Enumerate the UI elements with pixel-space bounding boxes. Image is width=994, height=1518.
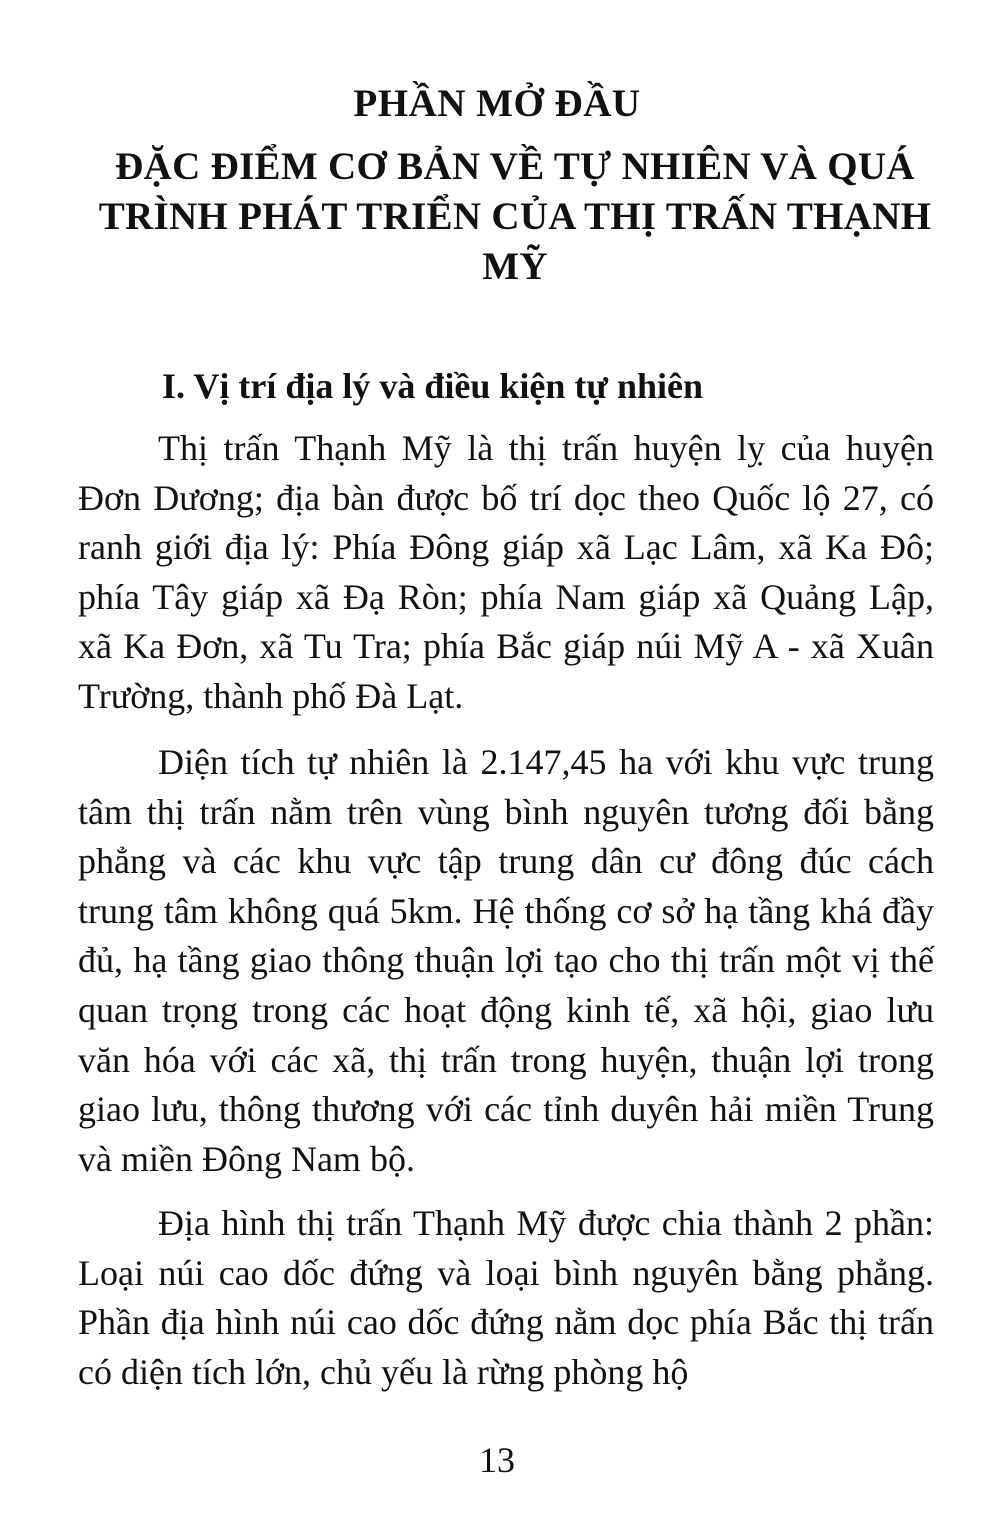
paragraph-area: Diện tích tự nhiên là 2.147,45 ha với khu vực trung tâm thị trấn nằm trên vùng bình nguyên tương đối bằng phẳng và các khu vực tập trung dân cư đông đúc cách trung tâm không quá 5km. Hệ thống cơ sở hạ tầng khá đầy đủ, hạ tầng giao thông thuận lợi tạo cho thị trấn một vị thế quan trọng trong các hoạt động kinh tế, xã hội, giao lưu văn hóa với các xã, thị trấn trong huyện, thuận lợi trong giao lưu, thông thương với các tỉnh duyên hải miền Trung và miền Đông Nam bộ. xyxy=(78,742,934,1179)
paragraph-location: Thị trấn Thạnh Mỹ là thị trấn huyện lỵ của huyện Đơn Dương; địa bàn được bố trí dọc theo Quốc lộ 27, có ranh giới địa lý: Phía Đông giáp xã Lạc Lâm, xã Ka Đô; phía Tây giáp xã Đạ Ròn; phía Nam giáp xã Quảng Lập, xã Ka Đơn, xã Tu Tra; phía Bắc giáp núi Mỹ A - xã Xuân Trường, thành phố Đà Lạt. xyxy=(78,428,934,716)
chapter-title: ĐẶC ĐIỂM CƠ BẢN VỀ TỰ NHIÊN VÀ QUÁ TRÌNH PHÁT TRIỂN CỦA THỊ TRẤN THẠNH MỸ xyxy=(98,145,932,288)
page-number: 13 xyxy=(479,1440,515,1480)
paragraph-terrain: Địa hình thị trấn Thạnh Mỹ được chia thành 2 phần: Loại núi cao dốc đứng và loại bình nguyên bằng phẳng. Phần địa hình núi cao dốc đứng nằm dọc phía Bắc thị trấn có diện tích lớn, chủ yếu là rừng phòng hộ xyxy=(78,1203,934,1392)
section-heading: I. Vị trí địa lý và điều kiện tự nhiên xyxy=(162,366,704,406)
part-title: PHẦN MỞ ĐẦU xyxy=(353,82,641,125)
